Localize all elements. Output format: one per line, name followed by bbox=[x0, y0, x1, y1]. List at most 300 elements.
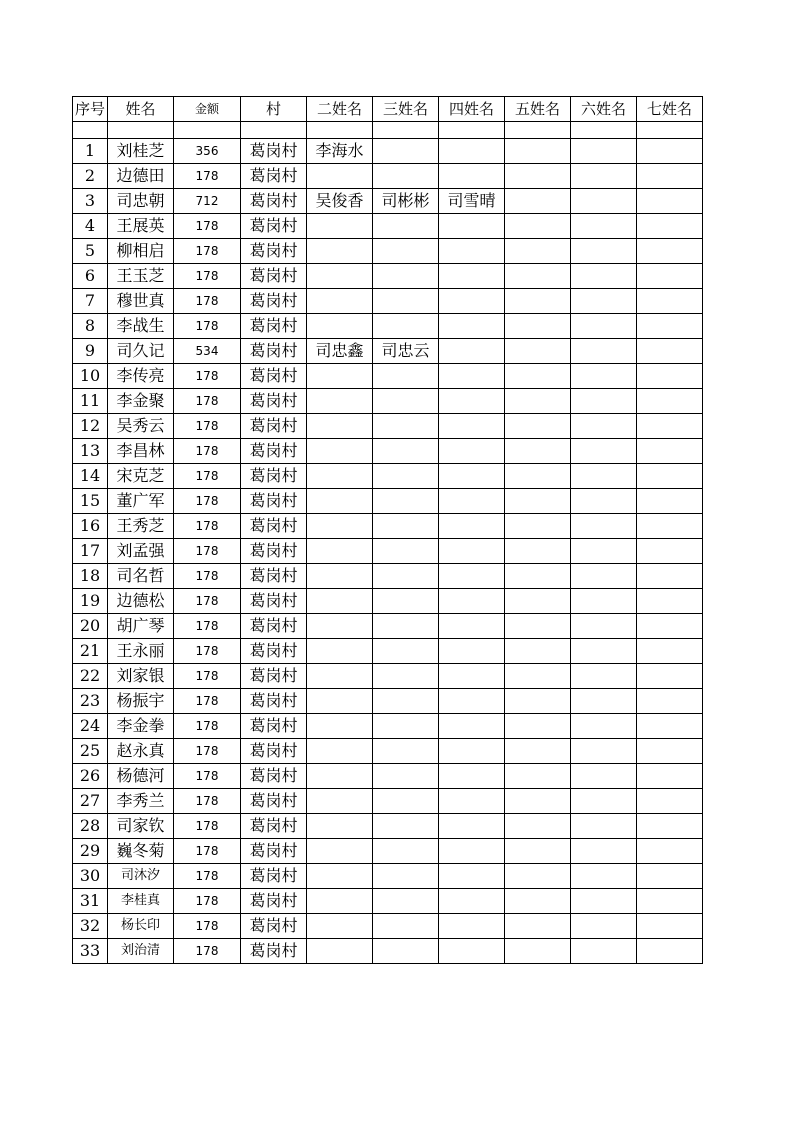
cell-amount: 178 bbox=[174, 664, 241, 689]
cell-name-5 bbox=[505, 314, 571, 339]
cell-amount: 178 bbox=[174, 689, 241, 714]
cell-name-5 bbox=[505, 639, 571, 664]
cell-name-6 bbox=[571, 664, 637, 689]
cell-name-2 bbox=[307, 289, 373, 314]
cell-no: 30 bbox=[73, 864, 108, 889]
cell-village: 葛岗村 bbox=[241, 289, 307, 314]
cell-no: 9 bbox=[73, 339, 108, 364]
cell-name-2 bbox=[307, 689, 373, 714]
cell-village: 葛岗村 bbox=[241, 439, 307, 464]
cell-name-5 bbox=[505, 214, 571, 239]
cell-name-4 bbox=[439, 889, 505, 914]
cell-name-4 bbox=[439, 539, 505, 564]
cell-name-4 bbox=[439, 239, 505, 264]
blank-cell bbox=[439, 122, 505, 139]
cell-name-2 bbox=[307, 514, 373, 539]
header-name-4: 四姓名 bbox=[439, 97, 505, 122]
table-row bbox=[73, 364, 703, 389]
cell-name-3 bbox=[373, 264, 439, 289]
cell-name-6 bbox=[571, 639, 637, 664]
cell-name-6 bbox=[571, 289, 637, 314]
header-amount: 金额 bbox=[174, 97, 241, 122]
cell-amount: 178 bbox=[174, 614, 241, 639]
cell-village: 葛岗村 bbox=[241, 539, 307, 564]
cell-no: 23 bbox=[73, 689, 108, 714]
blank-cell bbox=[637, 122, 703, 139]
cell-name-3 bbox=[373, 839, 439, 864]
cell-name-7 bbox=[637, 414, 703, 439]
cell-name-3 bbox=[373, 589, 439, 614]
cell-name-3 bbox=[373, 514, 439, 539]
cell-no: 6 bbox=[73, 264, 108, 289]
cell-amount: 178 bbox=[174, 714, 241, 739]
table-row bbox=[73, 239, 703, 264]
table-row bbox=[73, 539, 703, 564]
cell-name-6 bbox=[571, 439, 637, 464]
cell-name-4 bbox=[439, 689, 505, 714]
cell-village: 葛岗村 bbox=[241, 464, 307, 489]
cell-name-7 bbox=[637, 514, 703, 539]
cell-amount: 178 bbox=[174, 214, 241, 239]
cell-name-7 bbox=[637, 339, 703, 364]
cell-name-6 bbox=[571, 139, 637, 164]
cell-name-4 bbox=[439, 464, 505, 489]
table-row bbox=[73, 939, 703, 964]
cell-name-2: 李海水 bbox=[307, 139, 373, 164]
cell-name-2 bbox=[307, 589, 373, 614]
cell-name-7 bbox=[637, 889, 703, 914]
table-row bbox=[73, 614, 703, 639]
cell-village: 葛岗村 bbox=[241, 789, 307, 814]
table-row bbox=[73, 289, 703, 314]
blank-cell bbox=[571, 122, 637, 139]
cell-name: 司家钦 bbox=[108, 814, 174, 839]
cell-name-2 bbox=[307, 814, 373, 839]
cell-amount: 712 bbox=[174, 189, 241, 214]
cell-name-2: 吴俊香 bbox=[307, 189, 373, 214]
cell-name: 王永丽 bbox=[108, 639, 174, 664]
cell-name: 刘孟强 bbox=[108, 539, 174, 564]
cell-name-4 bbox=[439, 739, 505, 764]
cell-name-2 bbox=[307, 264, 373, 289]
cell-no: 25 bbox=[73, 739, 108, 764]
cell-name-6 bbox=[571, 189, 637, 214]
cell-no: 10 bbox=[73, 364, 108, 389]
table-row bbox=[73, 514, 703, 539]
cell-no: 20 bbox=[73, 614, 108, 639]
cell-name-7 bbox=[637, 139, 703, 164]
table-row bbox=[73, 489, 703, 514]
cell-name: 刘桂芝 bbox=[108, 139, 174, 164]
cell-name-3 bbox=[373, 539, 439, 564]
cell-name-6 bbox=[571, 364, 637, 389]
header-name-5: 五姓名 bbox=[505, 97, 571, 122]
header-row bbox=[73, 97, 703, 122]
cell-name-3 bbox=[373, 864, 439, 889]
cell-no: 8 bbox=[73, 314, 108, 339]
cell-name-4 bbox=[439, 839, 505, 864]
table-row bbox=[73, 414, 703, 439]
cell-no: 2 bbox=[73, 164, 108, 189]
cell-name-5 bbox=[505, 514, 571, 539]
cell-name-7 bbox=[637, 764, 703, 789]
cell-no: 31 bbox=[73, 889, 108, 914]
cell-name-4 bbox=[439, 639, 505, 664]
cell-village: 葛岗村 bbox=[241, 814, 307, 839]
cell-name-4 bbox=[439, 214, 505, 239]
cell-amount: 178 bbox=[174, 914, 241, 939]
cell-name-2 bbox=[307, 364, 373, 389]
cell-name-2 bbox=[307, 914, 373, 939]
cell-village: 葛岗村 bbox=[241, 739, 307, 764]
cell-amount: 534 bbox=[174, 339, 241, 364]
cell-village: 葛岗村 bbox=[241, 389, 307, 414]
cell-name: 司忠朝 bbox=[108, 189, 174, 214]
cell-name-5 bbox=[505, 139, 571, 164]
cell-name-7 bbox=[637, 789, 703, 814]
cell-no: 22 bbox=[73, 664, 108, 689]
cell-name-5 bbox=[505, 614, 571, 639]
cell-village: 葛岗村 bbox=[241, 214, 307, 239]
cell-amount: 178 bbox=[174, 289, 241, 314]
cell-name-6 bbox=[571, 864, 637, 889]
table-row bbox=[73, 789, 703, 814]
cell-amount: 178 bbox=[174, 814, 241, 839]
cell-village: 葛岗村 bbox=[241, 364, 307, 389]
cell-name-3 bbox=[373, 939, 439, 964]
table-row bbox=[73, 739, 703, 764]
cell-village: 葛岗村 bbox=[241, 514, 307, 539]
cell-no: 3 bbox=[73, 189, 108, 214]
cell-name-7 bbox=[637, 814, 703, 839]
cell-name-4 bbox=[439, 789, 505, 814]
cell-name-7 bbox=[637, 289, 703, 314]
cell-name-3 bbox=[373, 614, 439, 639]
cell-name-2 bbox=[307, 764, 373, 789]
table-row bbox=[73, 214, 703, 239]
cell-name-3 bbox=[373, 564, 439, 589]
cell-no: 27 bbox=[73, 789, 108, 814]
table-row bbox=[73, 264, 703, 289]
cell-name: 刘家银 bbox=[108, 664, 174, 689]
cell-name-5 bbox=[505, 839, 571, 864]
table-body bbox=[73, 139, 703, 964]
cell-village: 葛岗村 bbox=[241, 764, 307, 789]
cell-amount: 178 bbox=[174, 739, 241, 764]
cell-no: 32 bbox=[73, 914, 108, 939]
cell-name-2 bbox=[307, 739, 373, 764]
table-row bbox=[73, 339, 703, 364]
cell-name-5 bbox=[505, 739, 571, 764]
cell-name-6 bbox=[571, 739, 637, 764]
cell-village: 葛岗村 bbox=[241, 914, 307, 939]
cell-no: 1 bbox=[73, 139, 108, 164]
cell-no: 15 bbox=[73, 489, 108, 514]
cell-name-5 bbox=[505, 289, 571, 314]
header-name-2: 二姓名 bbox=[307, 97, 373, 122]
cell-name: 边德田 bbox=[108, 164, 174, 189]
cell-name-4 bbox=[439, 589, 505, 614]
cell-name-4 bbox=[439, 714, 505, 739]
cell-village: 葛岗村 bbox=[241, 664, 307, 689]
cell-no: 29 bbox=[73, 839, 108, 864]
cell-name-2 bbox=[307, 239, 373, 264]
cell-name-5 bbox=[505, 239, 571, 264]
cell-no: 21 bbox=[73, 639, 108, 664]
cell-name-6 bbox=[571, 564, 637, 589]
cell-name-2 bbox=[307, 889, 373, 914]
cell-name-7 bbox=[637, 639, 703, 664]
cell-name: 边德松 bbox=[108, 589, 174, 614]
cell-name-2 bbox=[307, 214, 373, 239]
cell-amount: 178 bbox=[174, 164, 241, 189]
cell-name-3 bbox=[373, 464, 439, 489]
cell-amount: 178 bbox=[174, 564, 241, 589]
cell-village: 葛岗村 bbox=[241, 864, 307, 889]
cell-name: 吴秀云 bbox=[108, 414, 174, 439]
cell-no: 5 bbox=[73, 239, 108, 264]
cell-name-4 bbox=[439, 164, 505, 189]
cell-no: 18 bbox=[73, 564, 108, 589]
cell-name-6 bbox=[571, 464, 637, 489]
table-row bbox=[73, 439, 703, 464]
header-name-7: 七姓名 bbox=[637, 97, 703, 122]
cell-name-4 bbox=[439, 289, 505, 314]
cell-name-5 bbox=[505, 464, 571, 489]
cell-name-3 bbox=[373, 739, 439, 764]
cell-name: 宋克芝 bbox=[108, 464, 174, 489]
cell-name-5 bbox=[505, 789, 571, 814]
cell-name-7 bbox=[637, 939, 703, 964]
cell-name-7 bbox=[637, 314, 703, 339]
cell-amount: 178 bbox=[174, 414, 241, 439]
cell-name-5 bbox=[505, 589, 571, 614]
cell-name: 穆世真 bbox=[108, 289, 174, 314]
cell-village: 葛岗村 bbox=[241, 264, 307, 289]
table-row bbox=[73, 914, 703, 939]
cell-amount: 178 bbox=[174, 389, 241, 414]
cell-name-3 bbox=[373, 889, 439, 914]
cell-name-6 bbox=[571, 589, 637, 614]
cell-village: 葛岗村 bbox=[241, 839, 307, 864]
cell-name-4 bbox=[439, 314, 505, 339]
cell-name: 李金聚 bbox=[108, 389, 174, 414]
cell-name: 李秀兰 bbox=[108, 789, 174, 814]
cell-name-6 bbox=[571, 414, 637, 439]
cell-no: 14 bbox=[73, 464, 108, 489]
cell-name-3: 司忠云 bbox=[373, 339, 439, 364]
cell-name-5 bbox=[505, 339, 571, 364]
cell-name-7 bbox=[637, 914, 703, 939]
cell-name-3 bbox=[373, 639, 439, 664]
cell-name-2 bbox=[307, 539, 373, 564]
cell-name-3 bbox=[373, 239, 439, 264]
cell-name-7 bbox=[637, 214, 703, 239]
table-row bbox=[73, 664, 703, 689]
cell-name-7 bbox=[637, 164, 703, 189]
cell-name-3 bbox=[373, 789, 439, 814]
cell-name-2 bbox=[307, 864, 373, 889]
cell-amount: 178 bbox=[174, 589, 241, 614]
cell-name-3 bbox=[373, 214, 439, 239]
cell-name-5 bbox=[505, 714, 571, 739]
cell-name-3 bbox=[373, 914, 439, 939]
cell-name: 杨长印 bbox=[108, 914, 174, 939]
cell-name-3 bbox=[373, 689, 439, 714]
cell-village: 葛岗村 bbox=[241, 589, 307, 614]
table-row bbox=[73, 139, 703, 164]
cell-name-5 bbox=[505, 539, 571, 564]
table-row bbox=[73, 764, 703, 789]
cell-name-2: 司忠鑫 bbox=[307, 339, 373, 364]
cell-amount: 356 bbox=[174, 139, 241, 164]
cell-name-6 bbox=[571, 614, 637, 639]
cell-name-2 bbox=[307, 664, 373, 689]
blank-row bbox=[73, 122, 703, 139]
cell-name-4 bbox=[439, 439, 505, 464]
cell-amount: 178 bbox=[174, 889, 241, 914]
cell-name-3 bbox=[373, 764, 439, 789]
cell-name: 王展英 bbox=[108, 214, 174, 239]
cell-name-4: 司雪晴 bbox=[439, 189, 505, 214]
cell-name-5 bbox=[505, 439, 571, 464]
cell-amount: 178 bbox=[174, 364, 241, 389]
table-row bbox=[73, 564, 703, 589]
blank-cell bbox=[505, 122, 571, 139]
cell-amount: 178 bbox=[174, 764, 241, 789]
cell-no: 11 bbox=[73, 389, 108, 414]
cell-village: 葛岗村 bbox=[241, 239, 307, 264]
cell-no: 4 bbox=[73, 214, 108, 239]
cell-name-3 bbox=[373, 164, 439, 189]
cell-name-6 bbox=[571, 764, 637, 789]
cell-name-4 bbox=[439, 939, 505, 964]
cell-name-6 bbox=[571, 314, 637, 339]
cell-name-7 bbox=[637, 739, 703, 764]
cell-name-4 bbox=[439, 339, 505, 364]
cell-amount: 178 bbox=[174, 639, 241, 664]
cell-name-3 bbox=[373, 314, 439, 339]
cell-village: 葛岗村 bbox=[241, 714, 307, 739]
cell-no: 26 bbox=[73, 764, 108, 789]
cell-name-4 bbox=[439, 564, 505, 589]
cell-name: 司久记 bbox=[108, 339, 174, 364]
header-name: 姓名 bbox=[108, 97, 174, 122]
cell-name-5 bbox=[505, 164, 571, 189]
cell-name-6 bbox=[571, 789, 637, 814]
cell-name: 柳相启 bbox=[108, 239, 174, 264]
cell-name-4 bbox=[439, 264, 505, 289]
table-row bbox=[73, 589, 703, 614]
cell-name-6 bbox=[571, 714, 637, 739]
cell-name-6 bbox=[571, 914, 637, 939]
cell-name-7 bbox=[637, 389, 703, 414]
blank-cell bbox=[241, 122, 307, 139]
cell-name-5 bbox=[505, 489, 571, 514]
cell-village: 葛岗村 bbox=[241, 339, 307, 364]
cell-name-5 bbox=[505, 814, 571, 839]
cell-name-7 bbox=[637, 489, 703, 514]
cell-name-5 bbox=[505, 364, 571, 389]
cell-village: 葛岗村 bbox=[241, 889, 307, 914]
cell-name-4 bbox=[439, 364, 505, 389]
cell-amount: 178 bbox=[174, 789, 241, 814]
cell-village: 葛岗村 bbox=[241, 139, 307, 164]
cell-name-3 bbox=[373, 364, 439, 389]
cell-amount: 178 bbox=[174, 939, 241, 964]
cell-name-2 bbox=[307, 714, 373, 739]
cell-name-3 bbox=[373, 714, 439, 739]
table-row bbox=[73, 864, 703, 889]
cell-no: 24 bbox=[73, 714, 108, 739]
cell-name: 赵永真 bbox=[108, 739, 174, 764]
cell-amount: 178 bbox=[174, 864, 241, 889]
cell-name-7 bbox=[637, 464, 703, 489]
cell-name-7 bbox=[637, 264, 703, 289]
blank-cell bbox=[307, 122, 373, 139]
cell-name-7 bbox=[637, 439, 703, 464]
cell-village: 葛岗村 bbox=[241, 564, 307, 589]
cell-name-4 bbox=[439, 139, 505, 164]
cell-amount: 178 bbox=[174, 489, 241, 514]
cell-name-7 bbox=[637, 614, 703, 639]
cell-name-6 bbox=[571, 339, 637, 364]
cell-amount: 178 bbox=[174, 839, 241, 864]
cell-name-6 bbox=[571, 214, 637, 239]
table-row bbox=[73, 314, 703, 339]
cell-no: 7 bbox=[73, 289, 108, 314]
cell-name: 王秀芝 bbox=[108, 514, 174, 539]
cell-name-7 bbox=[637, 714, 703, 739]
cell-name-2 bbox=[307, 614, 373, 639]
cell-name-2 bbox=[307, 414, 373, 439]
cell-name-5 bbox=[505, 764, 571, 789]
cell-name-3 bbox=[373, 664, 439, 689]
cell-no: 28 bbox=[73, 814, 108, 839]
cell-name-3 bbox=[373, 489, 439, 514]
cell-name-4 bbox=[439, 764, 505, 789]
cell-name-6 bbox=[571, 939, 637, 964]
cell-name: 李战生 bbox=[108, 314, 174, 339]
cell-name-4 bbox=[439, 664, 505, 689]
blank-cell bbox=[73, 122, 108, 139]
cell-name-2 bbox=[307, 439, 373, 464]
cell-name-7 bbox=[637, 189, 703, 214]
cell-name: 董广军 bbox=[108, 489, 174, 514]
cell-name-7 bbox=[637, 564, 703, 589]
cell-village: 葛岗村 bbox=[241, 614, 307, 639]
cell-name-2 bbox=[307, 489, 373, 514]
header-village: 村 bbox=[241, 97, 307, 122]
table-row bbox=[73, 639, 703, 664]
cell-name-6 bbox=[571, 539, 637, 564]
cell-name: 司沐汐 bbox=[108, 864, 174, 889]
cell-name-2 bbox=[307, 464, 373, 489]
cell-name: 李传亮 bbox=[108, 364, 174, 389]
cell-name-7 bbox=[637, 589, 703, 614]
cell-name-2 bbox=[307, 839, 373, 864]
blank-cell bbox=[108, 122, 174, 139]
cell-name-6 bbox=[571, 389, 637, 414]
cell-name-7 bbox=[637, 539, 703, 564]
cell-name-3 bbox=[373, 414, 439, 439]
cell-amount: 178 bbox=[174, 239, 241, 264]
cell-no: 12 bbox=[73, 414, 108, 439]
cell-village: 葛岗村 bbox=[241, 639, 307, 664]
header-no: 序号 bbox=[73, 97, 108, 122]
table-row bbox=[73, 164, 703, 189]
cell-name-7 bbox=[637, 664, 703, 689]
